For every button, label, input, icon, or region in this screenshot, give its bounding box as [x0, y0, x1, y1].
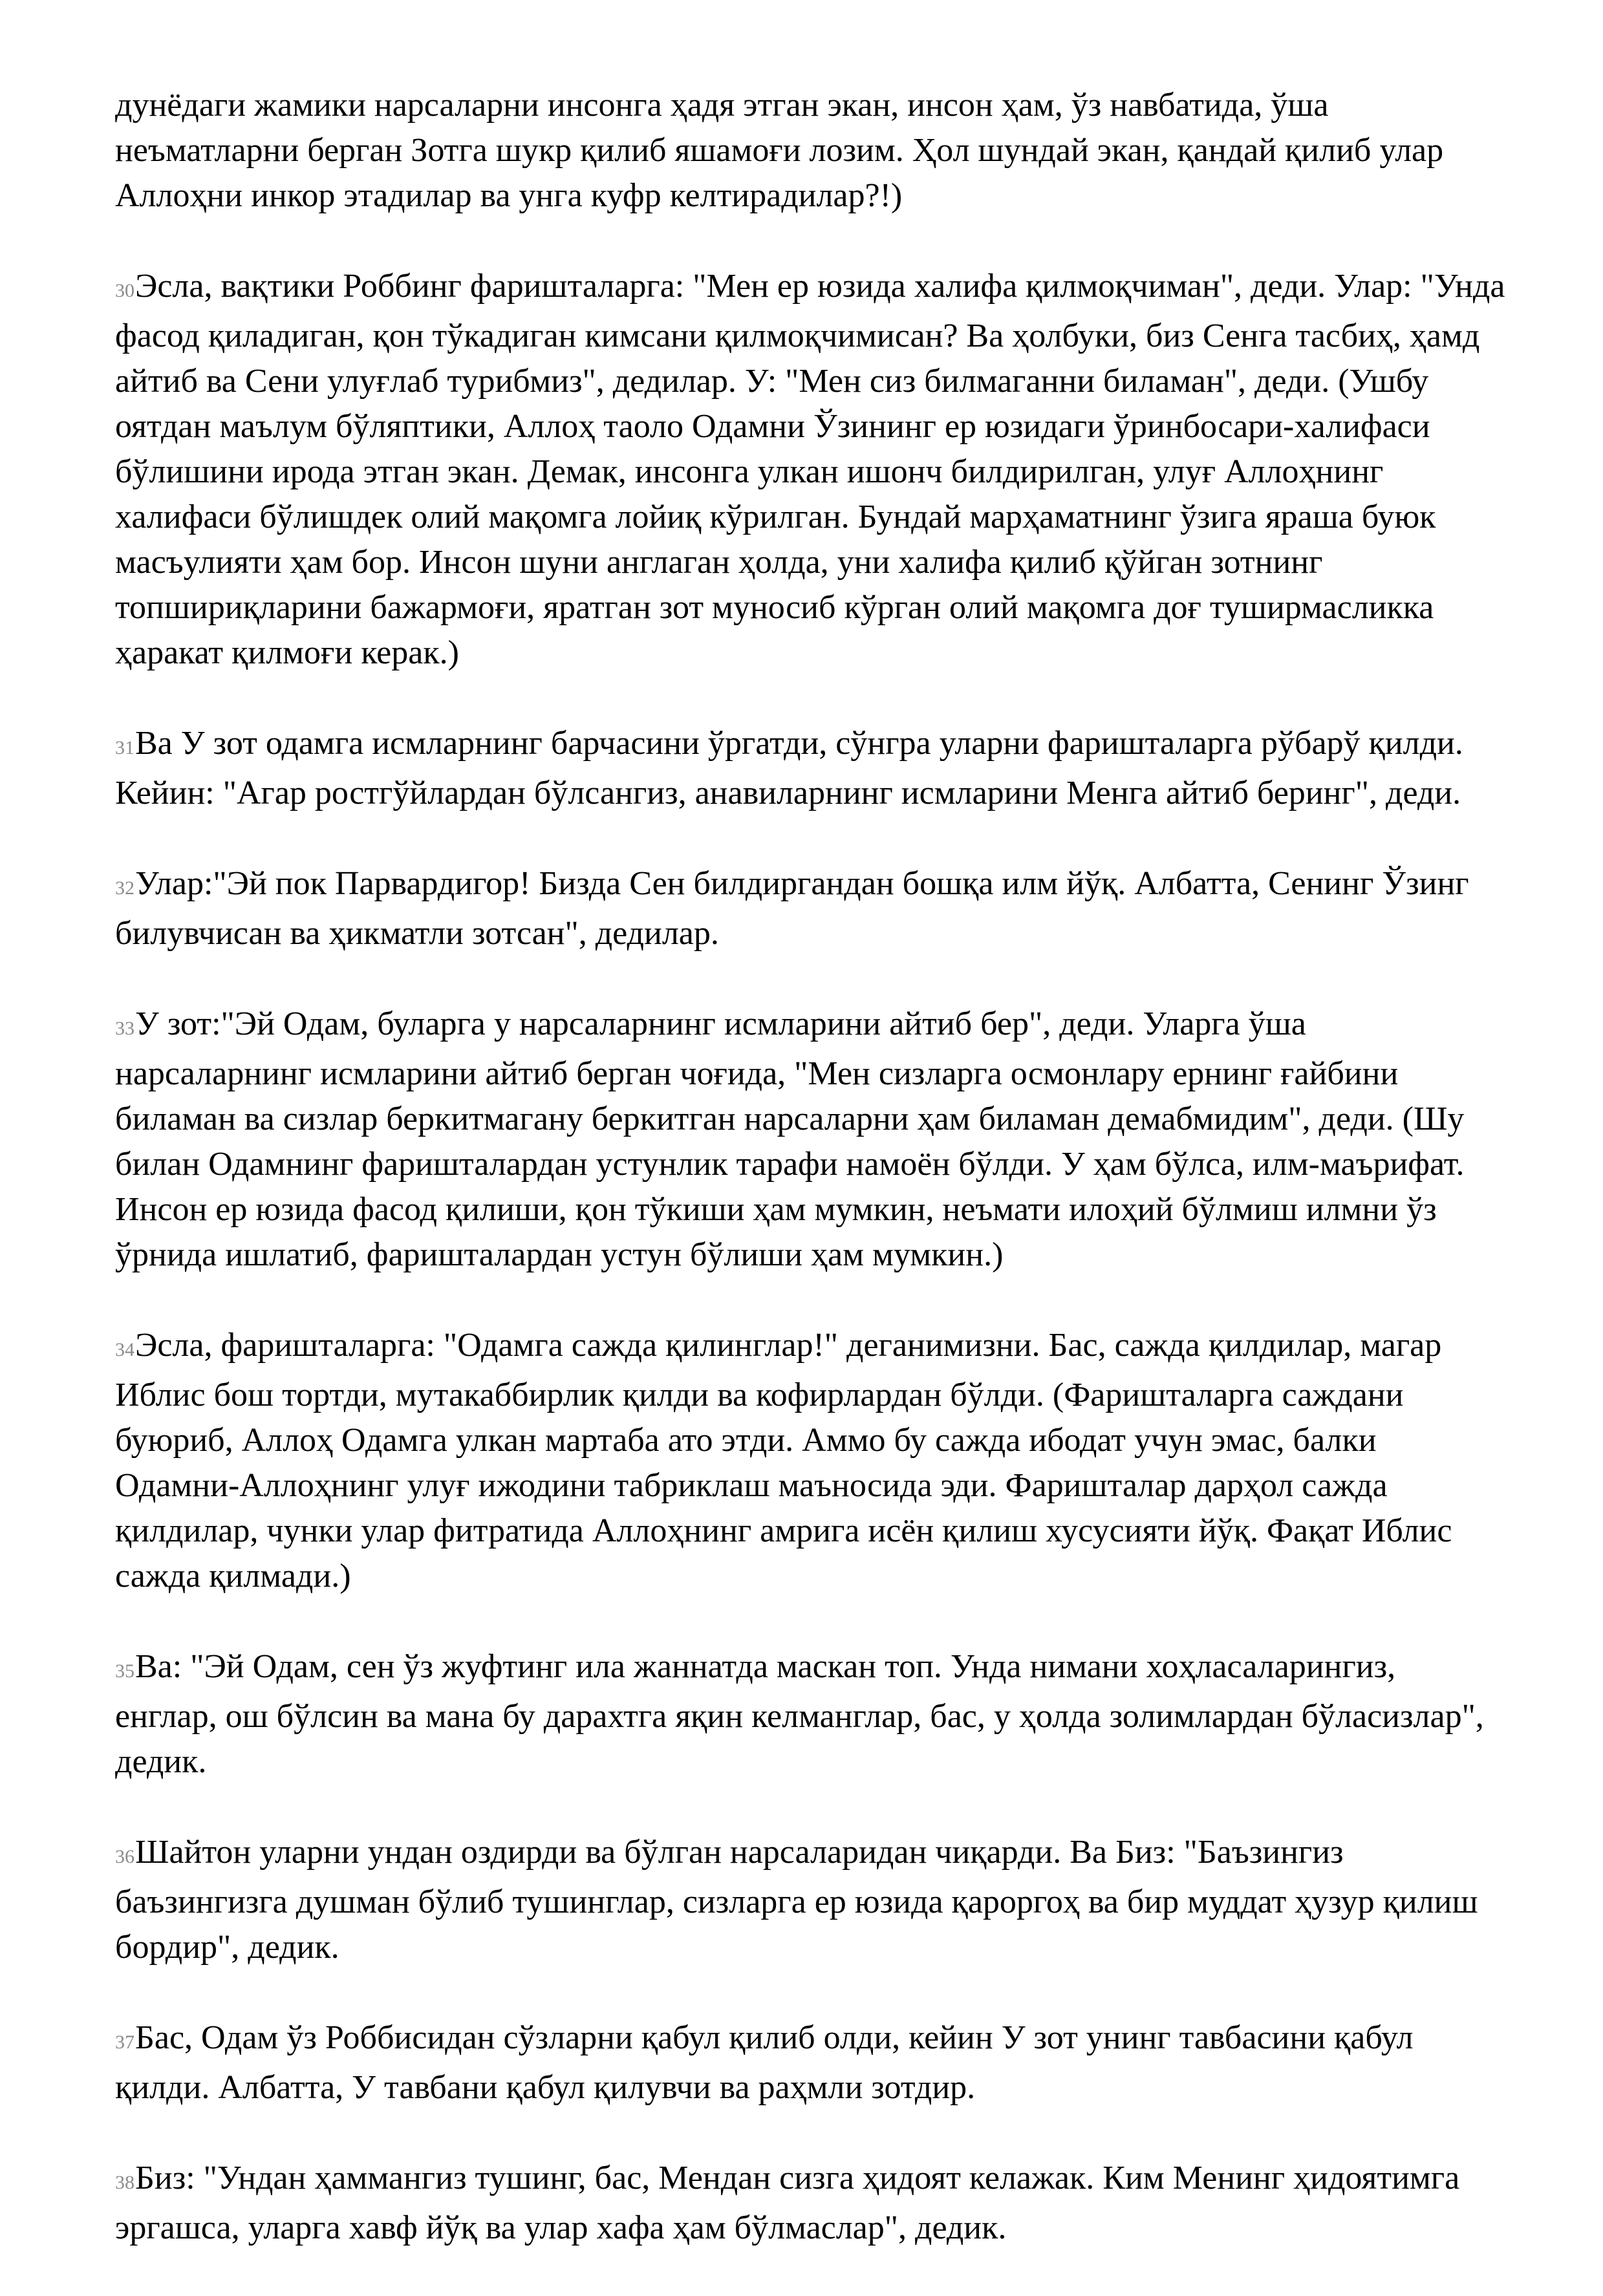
verse-text: Ва У зот одамга исмларнинг барчасини ўргатди, сўнгра уларни фаришталарга рўбарў қилди. Кейин: "Агар ростгўйлардан бўлсангиз, анавиларнинг исмларини Менга айтиб беринг", деди. — [115, 725, 1463, 811]
verse-text: Ва: "Эй Одам, сен ўз жуфтинг ила жаннатда маскан топ. Унда нимани хоҳласаларингиз, енглар, ош бўлсин ва мана бу дарахтга яқин келманглар, бас, у ҳолда золимлардан бўласизлар", дедик. — [115, 1648, 1484, 1780]
paragraph-continuation — [115, 83, 1505, 219]
verse-number: 32 — [115, 877, 134, 899]
verse-35 — [115, 1644, 1505, 1785]
verse-text: Биз: "Ундан ҳаммангиз тушинг, бас, Мендан сизга ҳидоят келажак. Ким Менинг ҳидоятимга эргашса, уларга хавф йўқ ва улар хафа ҳам бўлмаслар", дедик. — [115, 2160, 1460, 2246]
document-page — [115, 83, 1505, 2296]
verse-36 — [115, 1830, 1505, 1970]
verse-34 — [115, 1323, 1505, 1599]
verse-text: Улар:"Эй пок Парвардигор! Бизда Сен билдиргандан бошқа илм йўқ. Албатта, Сенинг Ўзинг билувчисан ва ҳикматли зотсан", дедилар. — [115, 865, 1469, 952]
verse-32 — [115, 861, 1505, 956]
verse-33 — [115, 1002, 1505, 1278]
verse-text: Бас, Одам ўз Роббисидан сўзларни қабул қилиб олди, кейин У зот унинг тавбасини қабул қилди. Албатта, У тавбани қабул қилувчи ва раҳмли зотдир. — [115, 2019, 1414, 2106]
verse-number: 35 — [115, 1660, 134, 1682]
verse-31 — [115, 721, 1505, 816]
verse-number: 37 — [115, 2032, 134, 2053]
verse-number: 38 — [115, 2172, 134, 2193]
verse-text: У зот:"Эй Одам, буларга у нарсаларнинг исмларини айтиб бер", деди. Уларга ўша нарсаларнинг исмларини айтиб берган чоғида, "Мен сизларга осмонлару ернинг ғайбини биламан ва сизлар беркитмагану беркитган нарсаларни ҳам биламан демабмидим", деди. (Шу билан Одамнинг фаришталардан устунлик тарафи намоён бўлди. У ҳам бўлса, илм-маърифат. Инсон ер юзида фасод қилиши, қон тўкиши ҳам мумкин, неъмати илоҳий бўлмиш илмни ўз ўрнида ишлатиб, фаришталардан устун бўлиши ҳам мумкин.) — [115, 1005, 1465, 1273]
verse-37 — [115, 2015, 1505, 2110]
verse-text: Шайтон уларни ундан оздирди ва бўлган нарсаларидан чиқарди. Ва Биз: "Баъзингиз баъзингизга душман бўлиб тушинглар, сизларга ер юзида қароргоҳ ва бир муддат ҳузур қилиш бордир", дедик. — [115, 1834, 1478, 1966]
verse-number: 34 — [115, 1339, 134, 1360]
verse-number: 30 — [115, 280, 134, 301]
verse-text: дунёдаги жамики нарсаларни инсонга ҳадя этган экан, инсон ҳам, ўз навбатида, ўша неъматларни берган Зотга шукр қилиб яшамоғи лозим. Ҳол шундай экан, қандай қилиб улар Аллоҳни инкор этадилар ва унга куфр келтирадилар?!) — [115, 87, 1444, 214]
verse-number: 31 — [115, 737, 134, 758]
verse-number: 33 — [115, 1018, 134, 1039]
verse-text: Эсла, вақтики Роббинг фаришталарга: "Мен ер юзида халифа қилмоқчиман", деди. Улар: "Унда фасод қиладиган, қон тўкадиган кимсани қилмоқчимисан? Ва ҳолбуки, биз Сенга тасбиҳ, ҳамд айтиб ва Сени улуғлаб турибмиз", дедилар. У: "Мен сиз билмаганни биламан", деди. (Ушбу оятдан маълум бўляптики, Аллоҳ таоло Одамни Ўзининг ер юзидаги ўринбосари-халифаси бўлишини ирода этган экан. Демак, инсонга улкан ишонч билдирилган, улуғ Аллоҳнинг халифаси бўлишдек олий мақомга лойиқ кўрилган. Бундай марҳаматнинг ўзига яраша буюк масъулияти ҳам бор. Инсон шуни англаган ҳолда, уни халифа қилиб қўйган зотнинг топшириқларини бажармоғи, яратган зот муносиб кўрган олий мақомга доғ туширмасликка ҳаракат қилмоғи керак.) — [115, 268, 1505, 671]
verse-30 — [115, 264, 1505, 676]
verse-number: 36 — [115, 1846, 134, 1867]
verse-38 — [115, 2156, 1505, 2251]
verse-text: Эсла, фаришталарга: "Одамга сажда қилинглар!" деганимизни. Бас, сажда қилдилар, магар Иблис бош тортди, мутакаббирлик қилди ва кофирлардан бўлди. (Фаришталарга саждани буюриб, Аллоҳ Одамга улкан мартаба ато этди. Аммо бу сажда ибодат учун эмас, балки Одамни-Аллоҳнинг улуғ ижодини табриклаш маъносида эди. Фаришталар дарҳол сажда қилдилар, чунки улар фитратида Аллоҳнинг амрига исён қилиш хусусияти йўқ. Фақат Иблис сажда қилмади.) — [115, 1327, 1452, 1594]
